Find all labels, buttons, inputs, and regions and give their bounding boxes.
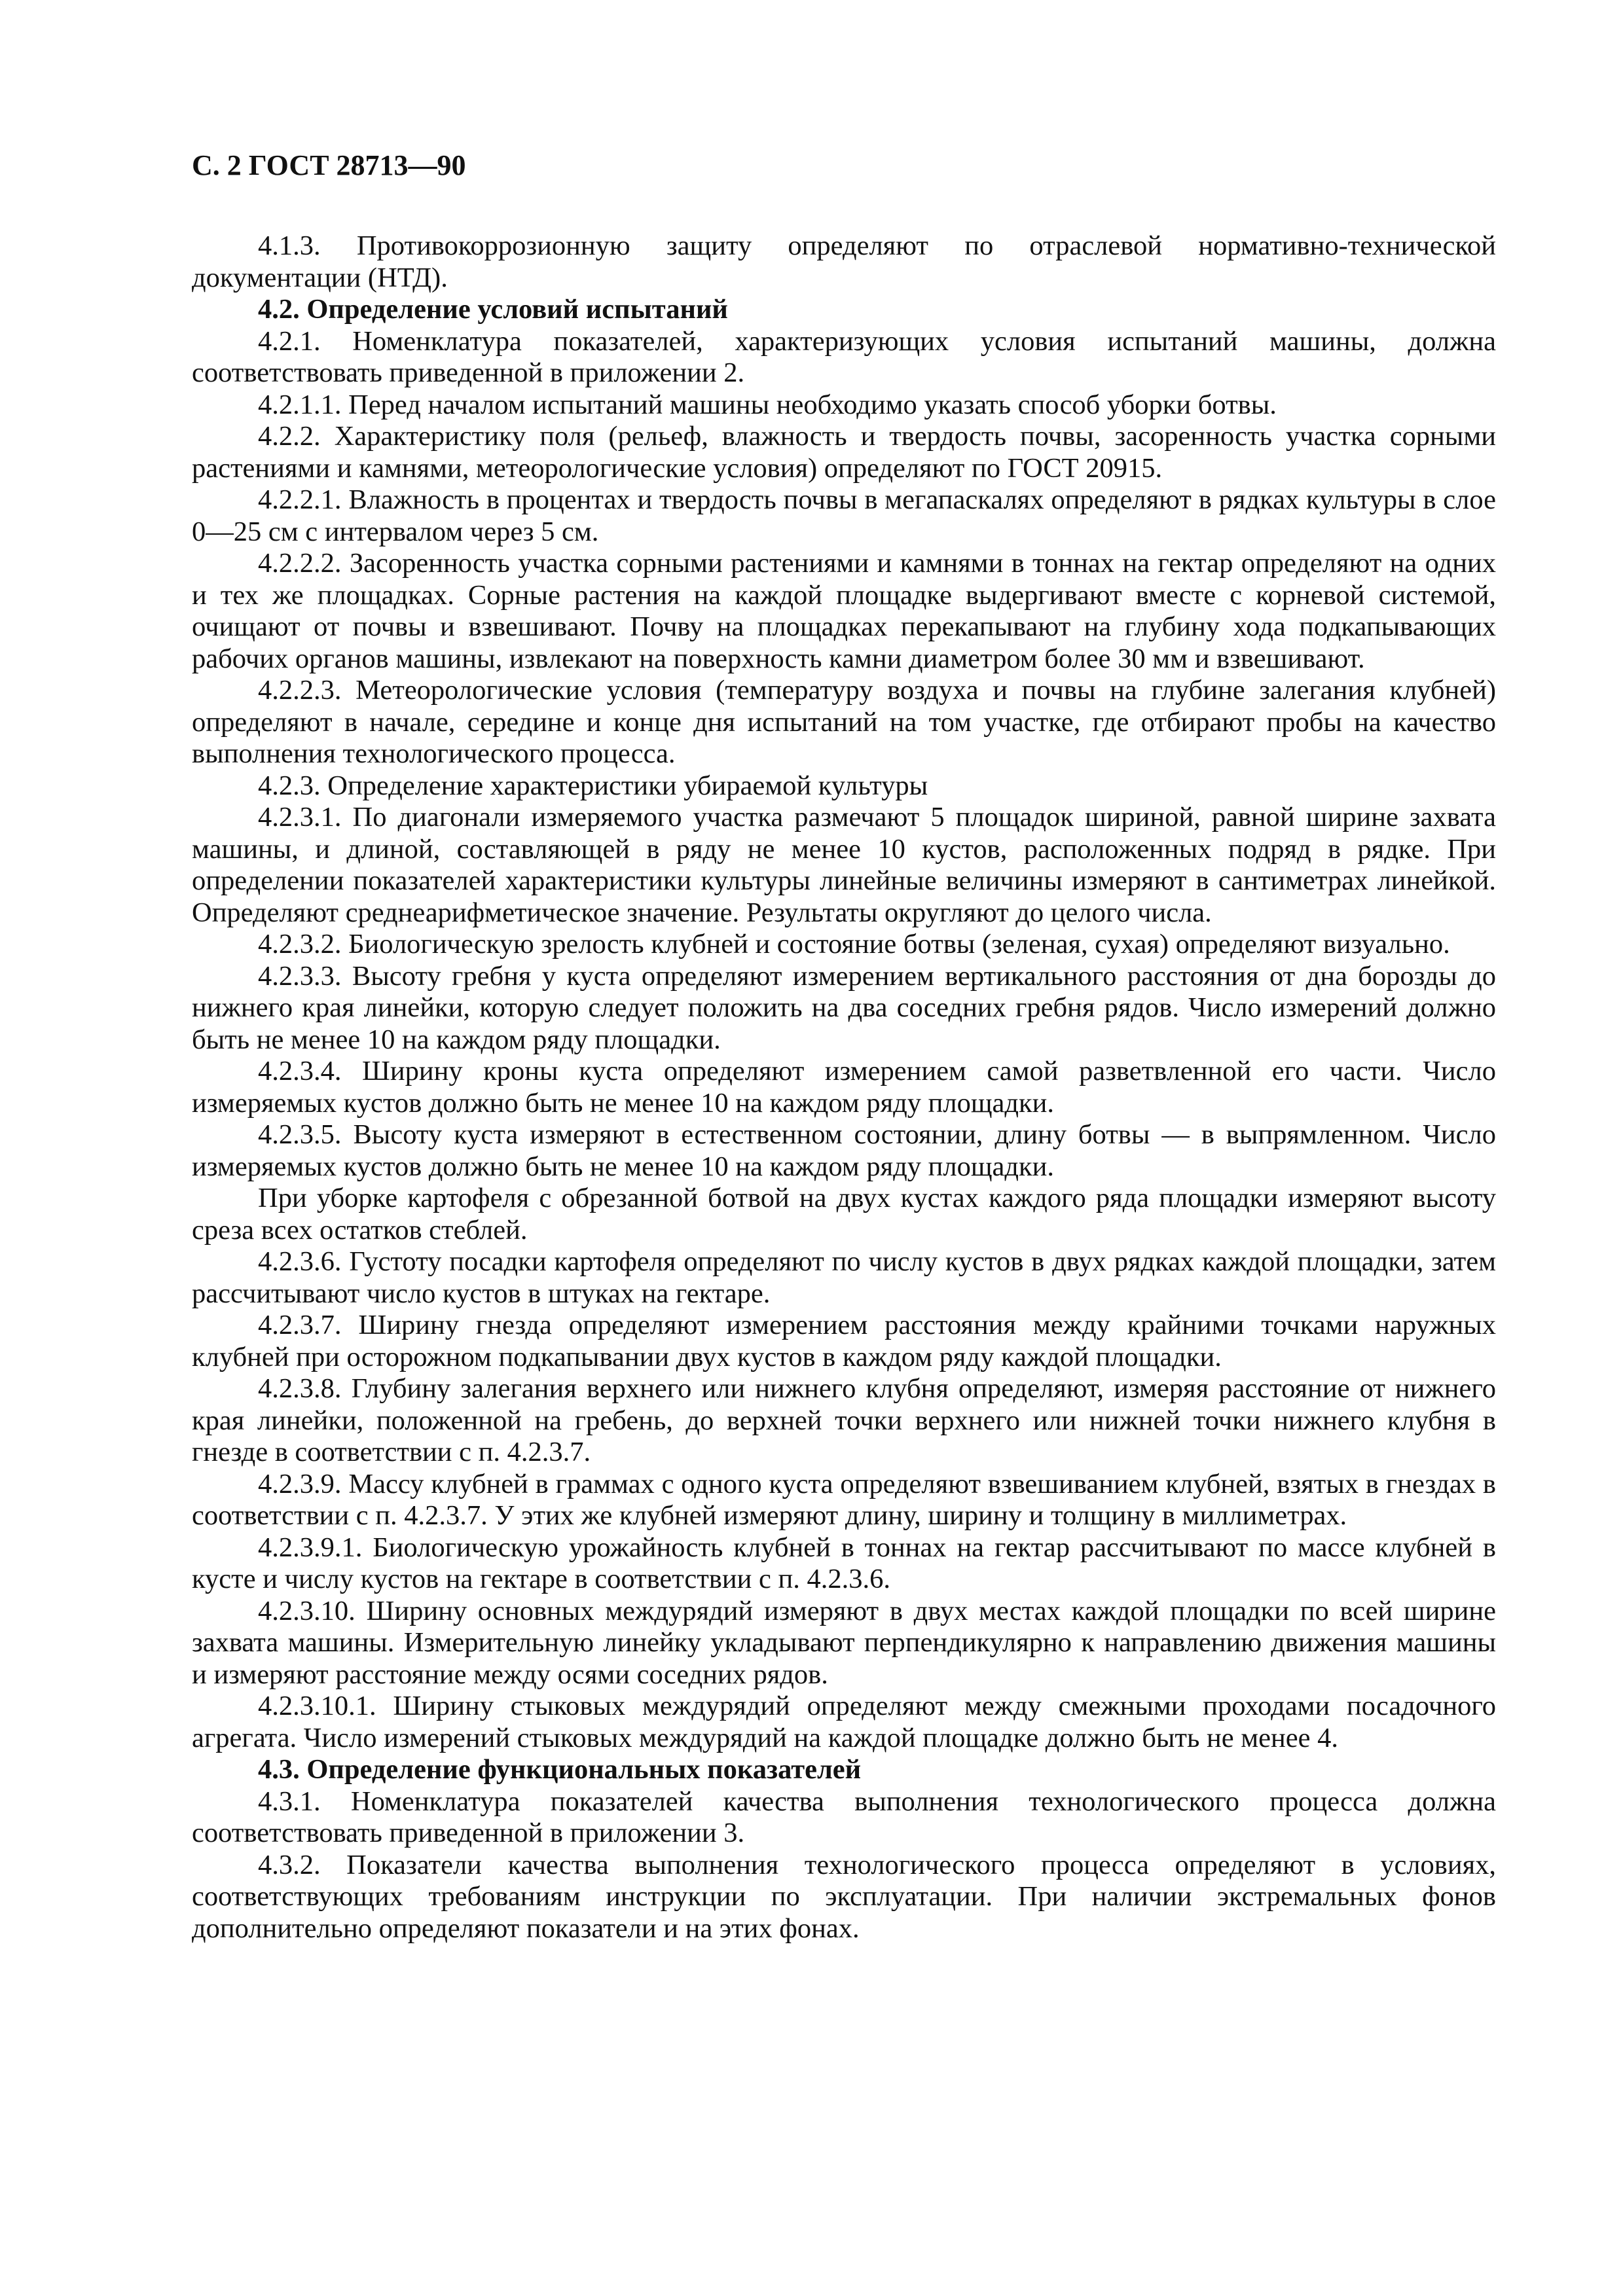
clause-4-2-3-10 <box>192 1596 1496 1691</box>
clause-4-2-3-5-note <box>192 1183 1496 1246</box>
clause-4-2-2-2 <box>192 548 1496 675</box>
clause-text: Массу клубней в граммах с одного куста определяют взвешиванием клубней, взятых в гнездах в соответствии с п. 4.2.3.7. У этих же клубней измеряют длину, ширину и толщину в миллиметрах. <box>192 1468 1497 1531</box>
clause-number: 4.2.1.1. <box>258 389 342 420</box>
clause-4-1-3 <box>192 230 1496 294</box>
clause-4-2-3-10-1 <box>192 1691 1496 1754</box>
clause-text: Влажность в процентах и твердость почвы в мегапаскалях определяют в рядках культуры в слое 0—25 см с интервалом через 5 см. <box>192 484 1496 547</box>
clause-4-2-2 <box>192 421 1496 484</box>
clause-text: Ширину гнезда определяют измерением расстояния между крайними точками наружных клубней при осторожном подкапывании двух кустов в каждом ряду каждой площадки. <box>192 1310 1497 1372</box>
clause-number: 4.2. <box>258 294 300 325</box>
heading-text: Определение функциональных показателей <box>306 1754 862 1785</box>
clause-number: 4.2.3. <box>258 770 321 801</box>
clause-number: 4.2.2.1. <box>258 484 342 515</box>
clause-4-2-3 <box>192 770 1496 802</box>
clause-4-3-2 <box>192 1850 1496 1945</box>
clause-number: 4.3. <box>258 1754 300 1785</box>
clause-text: Ширину основных междурядий измеряют в двух местах каждой площадки по всей ширине захвата машины. Измерительную линейку укладывают перпендикулярно к направлению движения машины и измеряют расстояние между осями соседних рядов. <box>192 1595 1496 1690</box>
clause-number: 4.2.3.10. <box>258 1595 356 1626</box>
clause-number: 4.1.3. <box>258 230 321 261</box>
clause-text: Номенклатура показателей качества выполнения технологического процесса должна соответствовать приведенной в приложении 3. <box>192 1785 1497 1848</box>
clause-text: Засоренность участка сорными растениями и камнями в тоннах на гектар определяют на одних и тех же площадках. Сорные растения на каждой площадке выдергивают вместе с корневой системой, очищают от почвы и взвешивают. Почву на площадках перекапывают на глубину хода подкапывающих рабочих органов машины, извлекают на поверхность камни диаметром более 30 мм и взвешивают. <box>192 548 1496 674</box>
clause-number: 4.2.3.1. <box>258 802 342 833</box>
clause-4-2-3-7 <box>192 1310 1496 1373</box>
clause-text: Перед началом испытаний машины необходимо указать способ уборки ботвы. <box>348 389 1277 420</box>
clause-number: 4.2.1. <box>258 325 321 357</box>
document-body <box>192 230 1496 1945</box>
clause-text: Ширину кроны куста определяют измерением самой разветвленной его части. Число измеряемых кустов должно быть не менее 10 на каждом ряду площадки. <box>192 1056 1496 1119</box>
clause-4-2-3-3 <box>192 961 1496 1056</box>
clause-number: 4.2.3.3. <box>258 960 342 992</box>
clause-number: 4.2.2. <box>258 421 321 452</box>
clause-number: 4.2.2.3. <box>258 675 342 706</box>
clause-text: Биологическую зрелость клубней и состояние ботвы (зеленая, сухая) определяют визуально. <box>348 929 1450 960</box>
clause-text: Номенклатура показателей, характеризующих условия испытаний машины, должна соответствовать приведенной в приложении 2. <box>192 325 1496 388</box>
clause-number: 4.2.3.5. <box>258 1119 342 1150</box>
clause-text: Биологическую урожайность клубней в тоннах на гектар рассчитывают по массе клубней в кусте и числу кустов на гектаре в соответствии с п. 4.2.3.6. <box>192 1532 1496 1594</box>
clause-number: 4.2.3.7. <box>258 1310 342 1340</box>
clause-4-2-3-5 <box>192 1119 1496 1183</box>
clause-text: По диагонали измеряемого участка размечают 5 площадок шириной, равной ширине захвата машины, и длиной, составляющей в ряду не менее 10 кустов, расположенных подряд в рядке. При определении показателей характеристики культуры линейные величины измеряют в сантиметрах линейкой. Определяют среднеарифметическое значение. Результаты округляют до целого числа. <box>192 802 1496 928</box>
section-heading-4-3 <box>192 1754 1496 1786</box>
page-header: С. 2 ГОСТ 28713—90 <box>192 149 466 181</box>
clause-number: 4.2.3.9.1. <box>258 1532 363 1563</box>
section-heading-4-2 <box>192 294 1496 326</box>
clause-4-2-3-4 <box>192 1056 1496 1119</box>
clause-number: 4.2.3.2. <box>258 929 342 960</box>
clause-number: 4.2.3.9. <box>258 1468 342 1499</box>
clause-text: Характеристику поля (рельеф, влажность и твердость почвы, засоренность участка сорными растениями и камнями, метеорологические условия) определяют по ГОСТ 20915. <box>192 421 1496 484</box>
clause-text: Густоту посадки картофеля определяют по числу кустов в двух рядках каждой площадки, затем рассчитывают число кустов в штуках на гектаре. <box>192 1246 1496 1309</box>
clause-text: Высоту гребня у куста определяют измерением вертикального расстояния от дна борозды до нижнего края линейки, которую следует положить на два соседних гребня рядов. Число измерений должно быть не менее 10 на каждом ряду площадки. <box>192 960 1497 1055</box>
clause-text: Метеорологические условия (температуру воздуха и почвы на глубине залегания клубней) определяют в начале, середине и конце дня испытаний на том участке, где отбирают пробы на качество выполнения технологического процесса. <box>192 675 1496 769</box>
clause-4-3-1 <box>192 1786 1496 1850</box>
clause-text: Ширину стыковых междурядий определяют между смежными проходами посадочного агрегата. Число измерений стыковых междурядий на каждой площадке должно быть не менее 4. <box>192 1691 1496 1753</box>
clause-text: Глубину залегания верхнего или нижнего клубня определяют, измеряя расстояние от нижнего края линейки, положенной на гребень, до верхней точки верхнего или нижней точки нижнего клубня в гнезде в соответствии с п. 4.2.3.7. <box>192 1373 1497 1467</box>
clause-number: 4.3.1. <box>258 1785 321 1817</box>
clause-text: Определение характеристики убираемой культуры <box>327 770 928 801</box>
clause-text: Противокоррозионную защиту определяют по отраслевой нормативно-технической документации (НТД). <box>192 230 1497 293</box>
clause-4-2-3-2 <box>192 929 1496 961</box>
clause-number: 4.2.3.4. <box>258 1056 342 1086</box>
clause-text: При уборке картофеля с обрезанной ботвой на двух кустах каждого ряда площадки измеряют высоту среза всех остатков стеблей. <box>192 1183 1496 1246</box>
clause-text: Высоту куста измеряют в естественном состоянии, длину ботвы — в выпрямленном. Число измеряемых кустов должно быть не менее 10 на каждом ряду площадки. <box>192 1119 1497 1182</box>
clause-4-2-3-1 <box>192 802 1496 929</box>
clause-4-2-3-9-1 <box>192 1532 1496 1596</box>
clause-number: 4.2.3.6. <box>258 1246 342 1277</box>
clause-4-2-1 <box>192 326 1496 389</box>
clause-number: 4.2.3.8. <box>258 1373 342 1404</box>
clause-4-2-2-3 <box>192 675 1496 770</box>
clause-number: 4.2.2.2. <box>258 548 342 579</box>
clause-text: Показатели качества выполнения технологического процесса определяют в условиях, соответствующих требованиям инструкции по эксплуатации. При наличии экстремальных фонов дополнительно определяют показатели и на этих фонах. <box>192 1849 1496 1944</box>
clause-4-2-2-1 <box>192 484 1496 548</box>
heading-text: Определение условий испытаний <box>306 294 728 325</box>
clause-4-2-3-9 <box>192 1469 1496 1532</box>
clause-number: 4.2.3.10.1. <box>258 1691 376 1721</box>
clause-number: 4.3.2. <box>258 1849 321 1880</box>
clause-4-2-1-1 <box>192 389 1496 422</box>
clause-4-2-3-8 <box>192 1373 1496 1469</box>
clause-4-2-3-6 <box>192 1246 1496 1310</box>
